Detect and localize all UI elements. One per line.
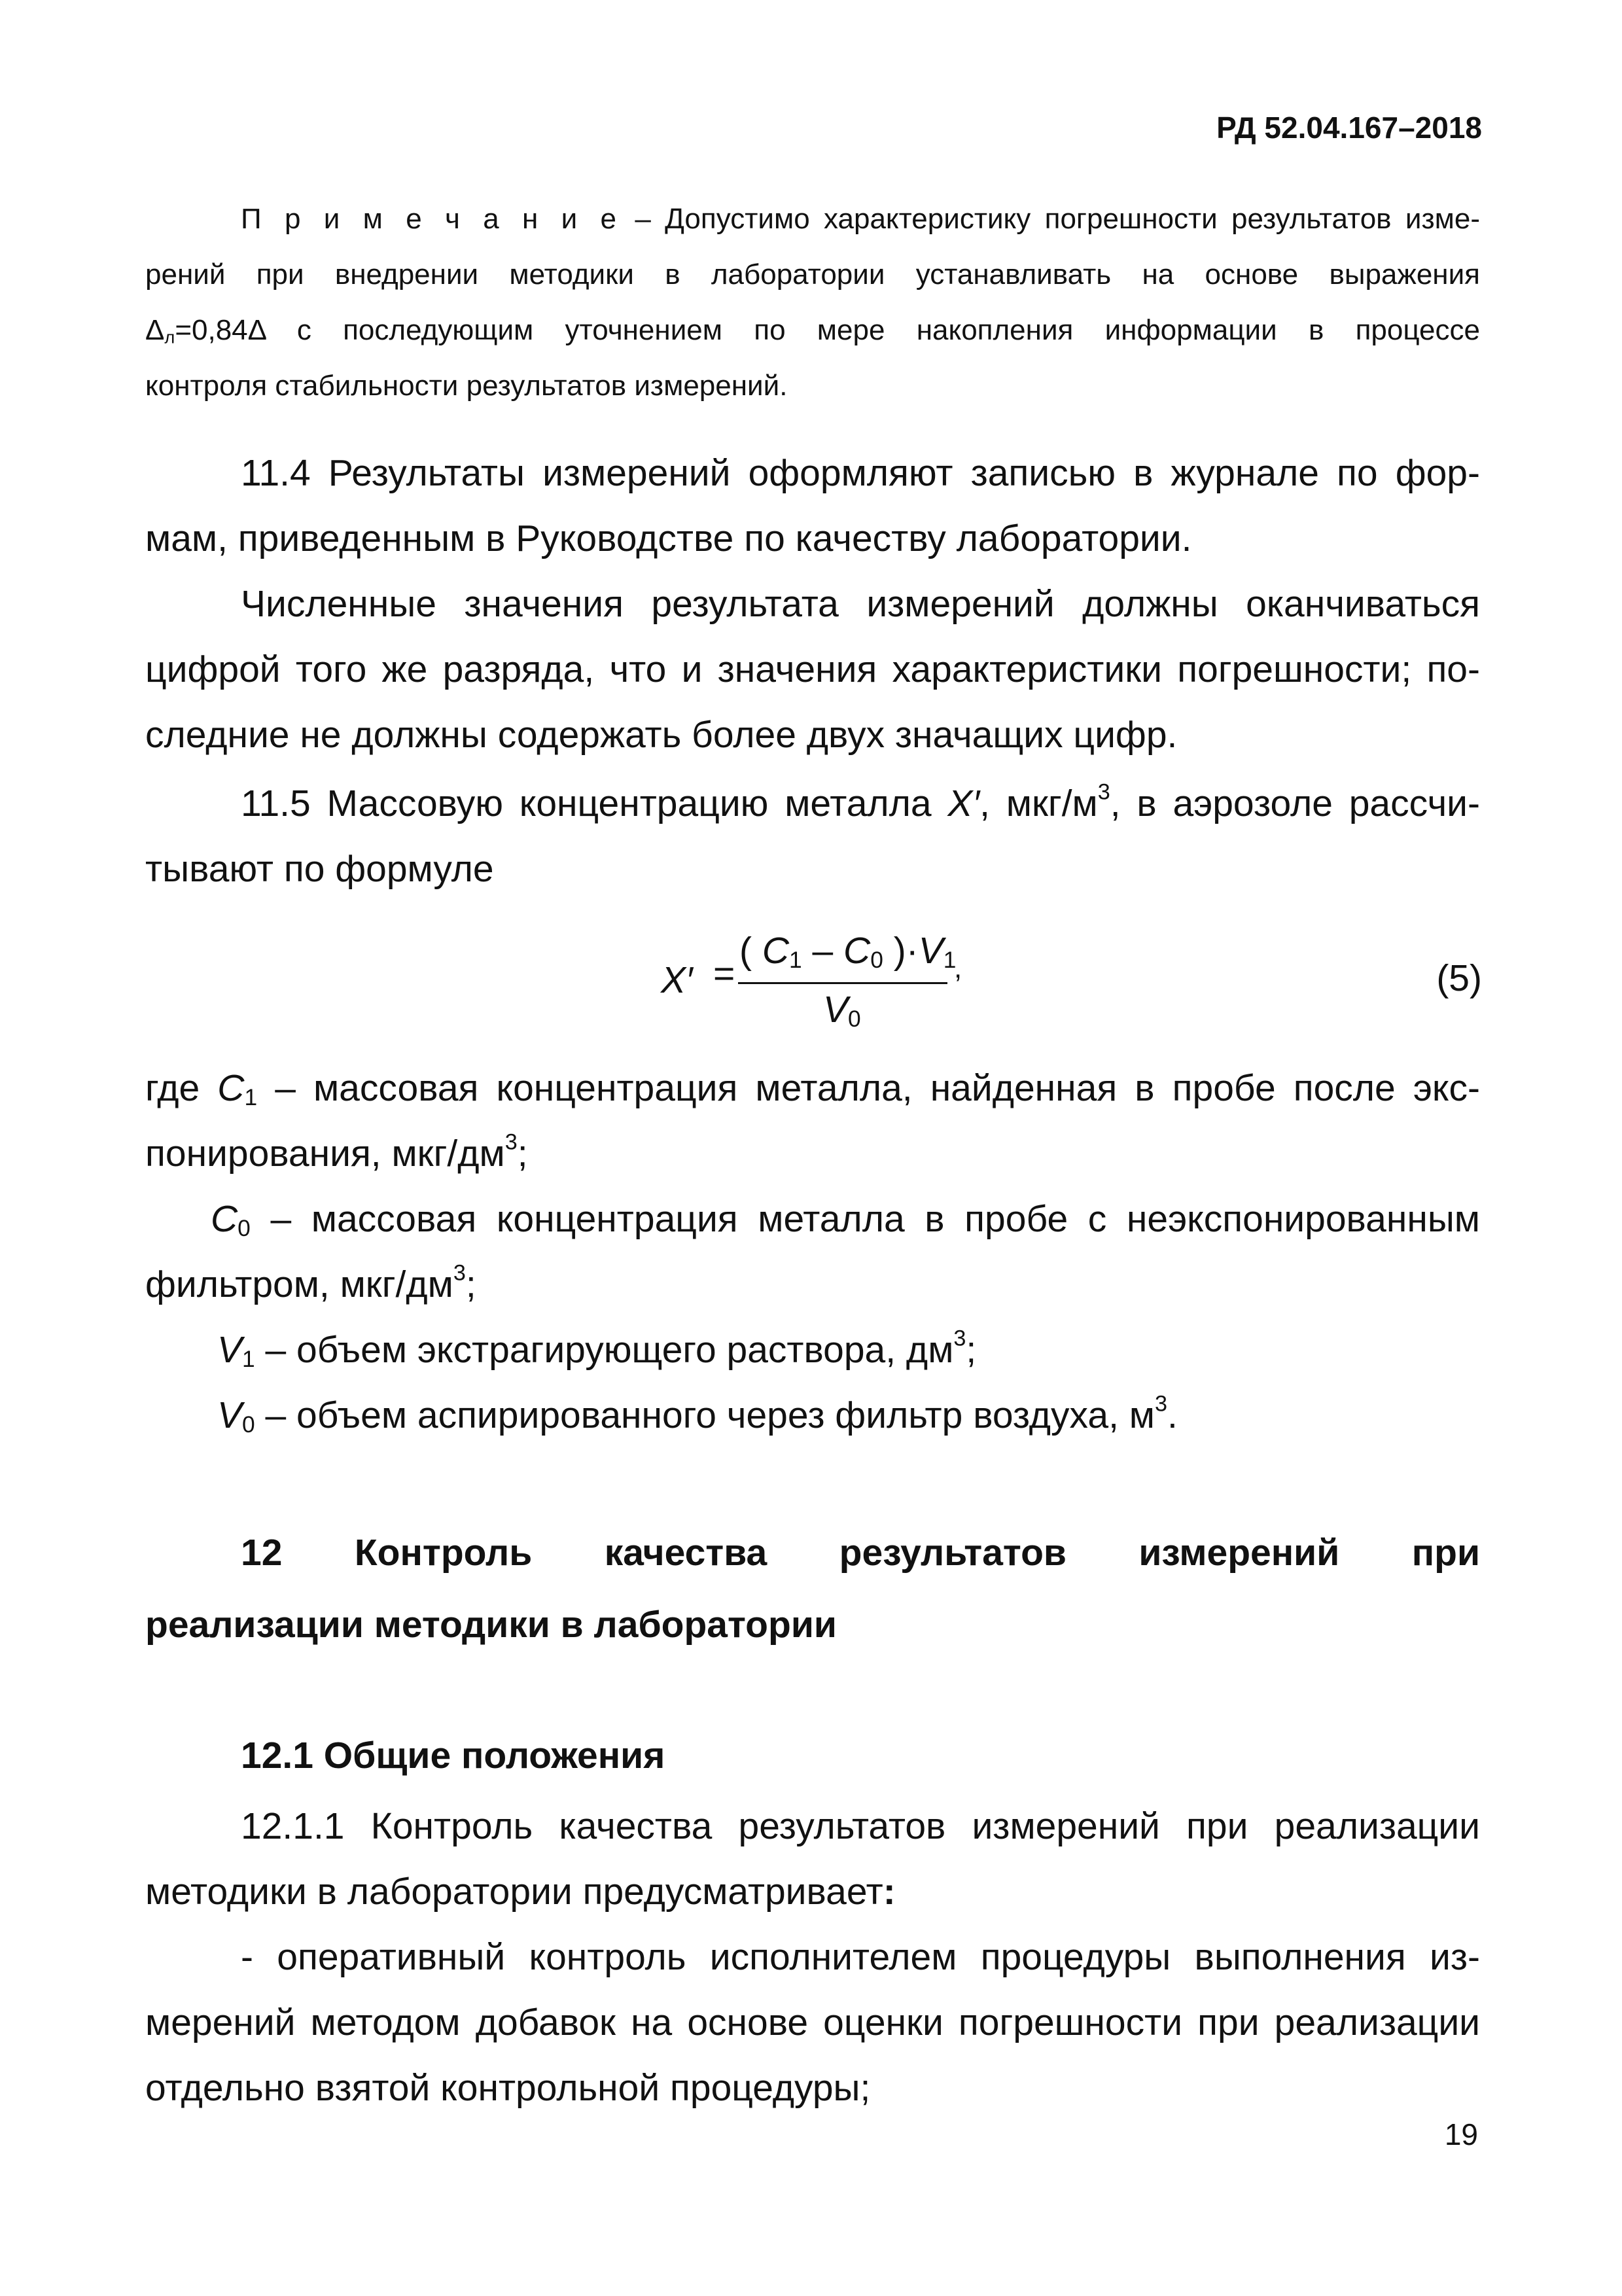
paragraph-11-4 — [145, 451, 1480, 766]
note-block — [145, 203, 1480, 425]
paragraph-12-1-1 — [145, 1805, 1480, 2119]
document-code: РД 52.04.167–2018 — [1216, 111, 1482, 145]
paragraph-11-5 — [145, 779, 1480, 913]
p11-4-line-3: Численные значения результата измерений должны оканчиваться — [241, 583, 1480, 625]
section-12-line-1: 12 Контроль качества результатов измерений при — [241, 1532, 1480, 1574]
p12-1-1-line-2: методики в лаборатории предусматривает: — [145, 1871, 896, 1913]
note-label: П р и м е ч а н и е — [241, 203, 622, 235]
formula-lhs: X′ — [661, 959, 693, 1001]
p12-1-1-line-1: 12.1.1 Контроль качества результатов измерений при реализации — [241, 1805, 1480, 1847]
fraction-bar — [738, 982, 947, 984]
section-12-1-heading — [145, 1734, 1480, 1786]
where-block — [145, 1067, 1480, 1459]
page-number: 19 — [1444, 2117, 1478, 2151]
formula-equals: = — [713, 953, 735, 995]
formula-denominator: $V_0$ — [823, 989, 861, 1033]
where-c0-line-2: фильтром, мкг/$дм^3$; — [145, 1260, 476, 1305]
where-c1-line-1: где $C_1$ – массовая концентрация металла, найденная в пробе после экс- — [145, 1067, 1480, 1111]
where-v0-line: $V_0$ – объем аспирированного через фильтр воздуха, $м^3$. — [217, 1391, 1178, 1438]
p12-1-1-line-5: отдельно взятой контрольной процедуры; — [145, 2067, 871, 2109]
section-12-1-title: 12.1 Общие положения — [241, 1735, 665, 1776]
p11-4-line-4: цифрой того же разряда, что и значения характеристики погрешности; по- — [145, 648, 1480, 690]
note-line-1: П р и м е ч а н и е – Допустимо характеристику погрешности результатов изме- — [241, 203, 1480, 235]
where-c1-line-2: понирования, мкг/$дм^3$; — [145, 1129, 528, 1174]
p11-4-line-5: следние не должны содержать более двух значащих цифр. — [145, 714, 1178, 756]
where-c0-line-1: $C_0$ – массовая концентрация металла в пробе с неэкспонированным — [211, 1198, 1480, 1242]
note-line-4: контроля стабильности результатов измерений. — [145, 370, 788, 402]
p12-1-1-line-3: - оперативный контроль исполнителем процедуры выполнения из- — [241, 1936, 1480, 1978]
p12-1-1-line-4: мерений методом добавок на основе оценки погрешности при реализации — [145, 2002, 1480, 2043]
note-line-2: рений при внедрении методики в лаборатории устанавливать на основе выражения — [145, 258, 1480, 291]
p11-5-line-2: тывают по формуле — [145, 848, 494, 890]
section-12-line-2: реализации методики в лаборатории — [145, 1604, 837, 1646]
formula-number: (5) — [1436, 957, 1482, 999]
section-12-heading — [145, 1531, 1480, 1662]
p11-5-line-1: 11.5 Массовую концентрацию металла X′, мкг/$м^3$, в аэрозоле рассчи- — [241, 779, 1480, 824]
formula-numerator: ( $C_1 - C_0$ )$\cdot V_1$ — [739, 930, 957, 974]
p11-4-line-2: мам, приведенным в Руководстве по качеству лаборатории. — [145, 518, 1192, 559]
formula-comma: , — [954, 952, 962, 984]
note-line-3: $\Delta_л=0,84\Delta$ с последующим уточнением по мере накопления информации в процессе — [145, 314, 1480, 347]
where-v1-line: $V_1$ – объем экстрагирующего раствора, $дм^3$; — [217, 1326, 977, 1373]
p11-4-line-1: 11.4 Результаты измерений оформляют записью в журнале по фор- — [241, 452, 1480, 494]
formula-5 — [661, 932, 975, 1044]
